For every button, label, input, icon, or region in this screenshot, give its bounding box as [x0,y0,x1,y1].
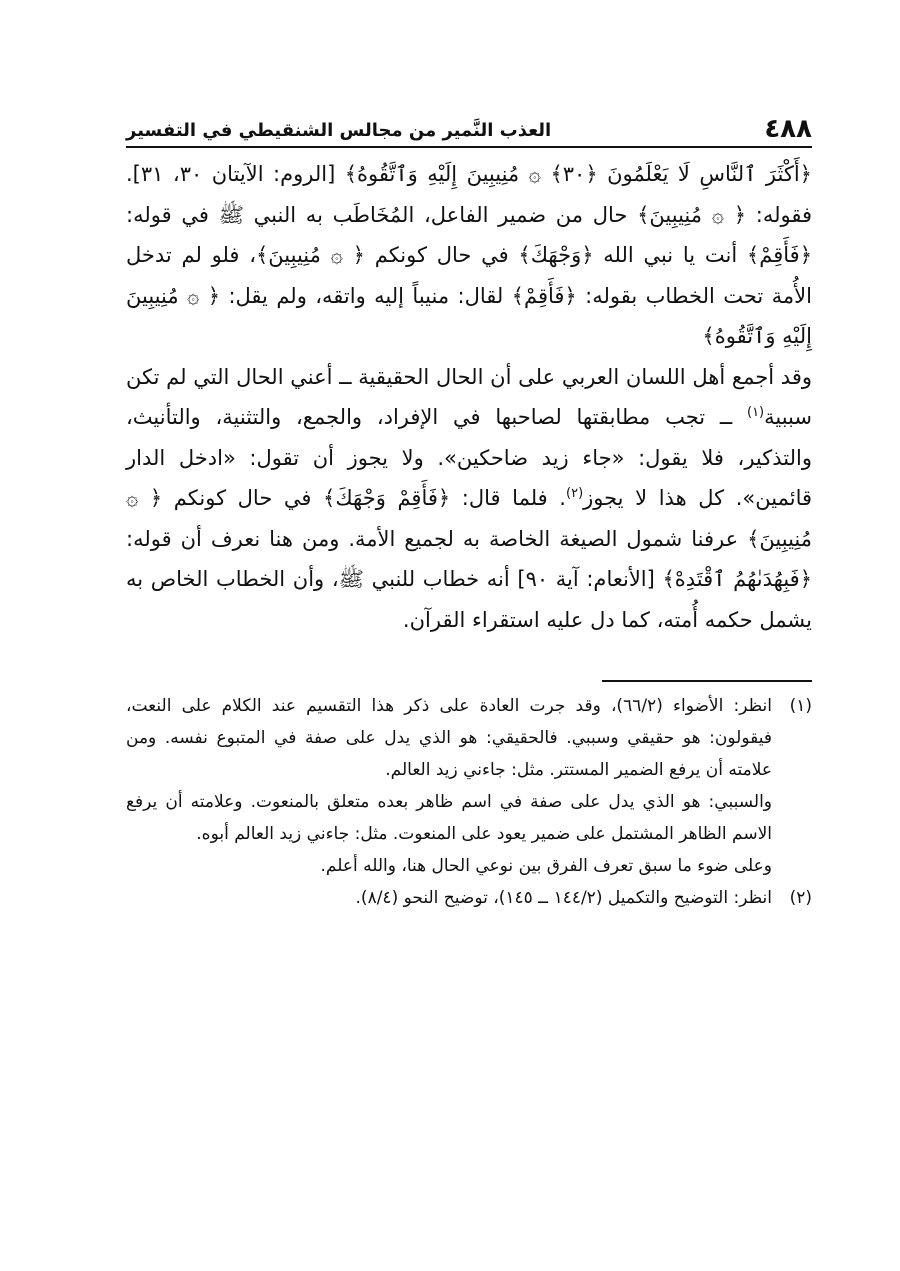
footnote-reference[interactable]: (١) [746,405,765,420]
body-paragraph [126,357,812,641]
page-number: ٤٨٨ [764,114,812,144]
body-paragraph [126,154,812,357]
footnote [126,690,812,882]
footnote-separator [602,680,812,682]
footnote-paragraph: انظر: الأضواء (٦٦/٢)، وقد جرت العادة على ذكر هذا التقسيم عند الكلام على النعت، فيقولون: هو حقيقي وسببي. فالحقيقي: هو الذي يدل على صفة في المتبوع نفسه. ومن علامته أن يرفع الضمير المستتر. مثل: جاءني زيد العالم. [126,696,772,780]
footnotes [126,690,812,914]
main-text [126,154,812,640]
footnote [126,882,812,914]
footnote-body [126,690,772,882]
body-text: ــ تجب مطابقتها لصاحبها في الإفراد، والجمع، والتثنية، والتأنيث، والتذكير، فلا يقول: «جاء زيد ضاحكين». ولا يجوز أن تقول: «ادخل الدار قائمين». كل هذا لا يجوز [126,405,813,510]
body-paragraph-text: ﴿أَكْثَرَ ٱلنَّاسِ لَا يَعْلَمُونَ ﴿٣٠﴾ ۞ مُنِيبِينَ إِلَيْهِ وَٱتَّقُوهُ﴾ [الروم: الآيتان ٣٠، ٣١]. فقوله: ﴿ ۞ مُنِيبِينَ﴾ حال من ضمير الفاعل، المُخَاطَب به النبي ﷺ في قوله: ﴿فَأَقِمْ﴾ أنت يا نبي الله ﴿وَجْهَكَ﴾ في حال كونكم ﴿ ۞ مُنِيبِينَ﴾، فلو لم تدخل الأُمة تحت الخطاب بقوله: ﴿فَأَقِمْ﴾ لقال: منيباً إليه واتقه، ولم يقل: ﴿ ۞ مُنِيبِينَ إِلَيْهِ وَٱتَّقُوهُ﴾ [126,162,812,348]
body-text: وقد أجمع أهل اللسان العربي على أن الحال الحقيقية ــ أعني الحال التي لم تكن سببية [126,364,812,429]
footnote-paragraph: انظر: التوضيح والتكميل (١٤٤/٢ ــ ١٤٥)، توضيح النحو (٨/٤). [355,888,772,908]
footnote-paragraph: والسببي: هو الذي يدل على صفة في اسم ظاهر بعده متعلق بالمنعوت. وعلامته أن يرفع الاسم الظاهر المشتمل على ضمير يعود على المنعوت. مثل: جاءني زيد العالم أبوه. [126,792,772,844]
footnote-paragraph: وعلى ضوء ما سبق تعرف الفرق بين نوعي الحال هنا، والله أعلم. [320,856,772,876]
footnote-reference[interactable]: (٢) [566,486,584,501]
footnote-body [126,882,772,914]
body-text: . فلما قال: ﴿فَأَقِمْ وَجْهَكَ﴾ في حال كونكم ﴿ ۞ مُنِيبِينَ﴾ عرفنا شمول الصيغة الخاصة به لجميع الأمة. ومن هنا نعرف أن قوله: ﴿فَبِهُدَىٰهُمُ ٱقْتَدِهْ﴾ [الأنعام: آية ٩٠] أنه خطاب للنبي ﷺ، وأن الخطاب الخاص به يشمل حكمه أُمته، كما دل عليه استقراء القرآن. [126,486,812,632]
book-page [126,92,812,914]
footnote-number: (٢) [789,888,812,908]
book-title: العذب النَّمير من مجالس الشنقيطي في التفسير [126,120,552,141]
header-rule [126,146,812,148]
footnote-number: (١) [789,696,812,716]
running-header [126,92,812,146]
